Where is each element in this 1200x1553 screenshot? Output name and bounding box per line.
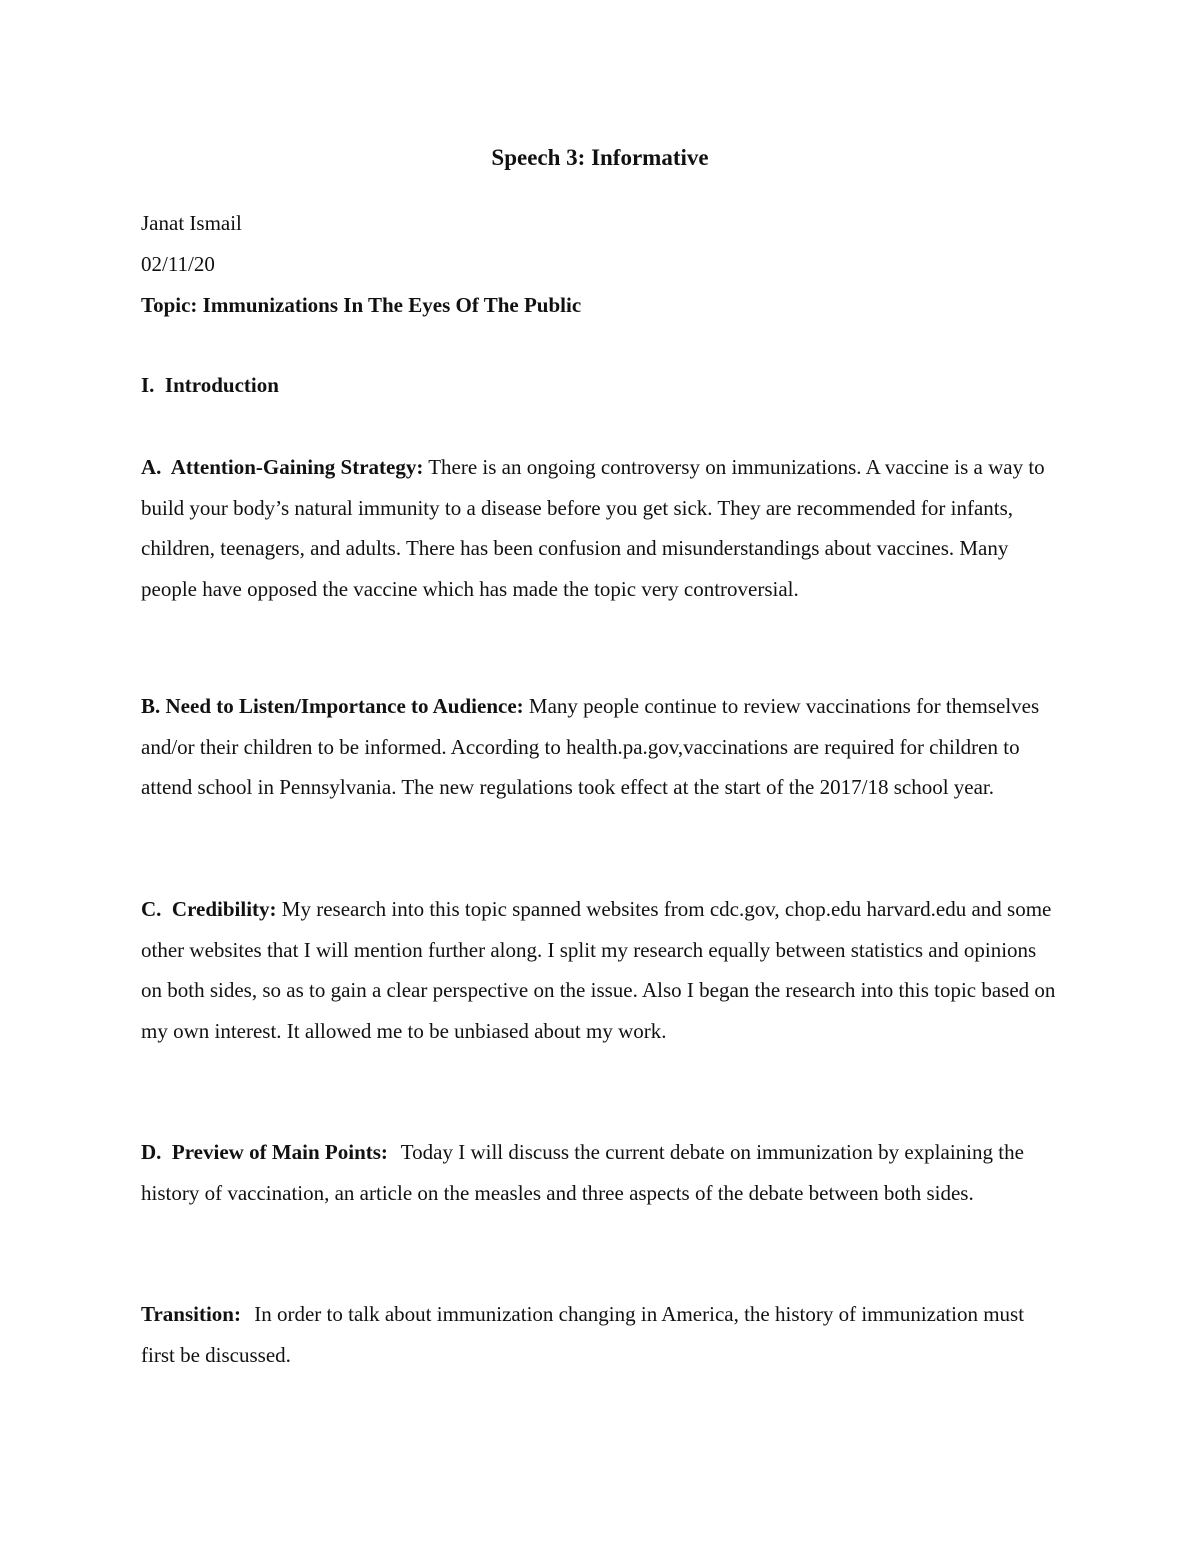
paragraph-attention-gaining [141,447,1061,609]
paragraph-label: C. Credibility: [141,897,277,921]
paragraph-credibility [141,889,1061,1051]
section-heading [141,370,279,400]
document-title: Speech 3: Informative [491,145,709,170]
paragraph-label: Transition: [141,1302,241,1326]
topic-value: Immunizations In The Eyes Of The Public [202,293,582,317]
topic-label: Topic: [141,293,198,317]
paragraph-label: A. Attention-Gaining Strategy: [141,455,424,479]
paragraph-transition [141,1294,1061,1375]
paragraph-need-to-listen [141,686,1061,808]
section-heading-text: I. Introduction [141,373,279,397]
paragraph-text: There is an ongoing controversy on immunizations. A vaccine is a way to build your body’s natural immunity to a disease before you get sick. They are recommended for infants, children, teenagers, and adults. There has been confusion and misunderstandings about vaccines. Many people have opposed the vaccine which has made the topic very controversial. [141,455,1045,601]
paragraph-text: Today I will discuss the current debate on immunization by explaining the history of vaccination, an article on the measles and three aspects of the debate between both sides. [141,1140,1024,1205]
document-date: 02/11/20 [141,252,215,276]
paragraph-text: My research into this topic spanned websites from cdc.gov, chop.edu harvard.edu and some other websites that I will mention further along. I split my research equally between statistics and opinions on both sides, so as to gain a clear perspective on the issue. Also I began the research into this topic based on my own interest. It allowed me to be unbiased about my work. [141,897,1056,1043]
author-name: Janat Ismail [141,211,242,235]
paragraph-text: In order to talk about immunization changing in America, the history of immunization must first be discussed. [141,1302,1025,1367]
paragraph-text: Many people continue to review vaccinations for themselves and/or their children to be informed. According to health.pa.gov,vaccinations are required for children to attend school in Pennsylvania. The new regulations took effect at the start of the 2017/18 school year. [141,694,1040,799]
topic-line [141,290,581,320]
paragraph-preview [141,1132,1061,1213]
paragraph-label: D. Preview of Main Points: [141,1140,388,1164]
paragraph-label: B. Need to Listen/Importance to Audience: [141,694,524,718]
